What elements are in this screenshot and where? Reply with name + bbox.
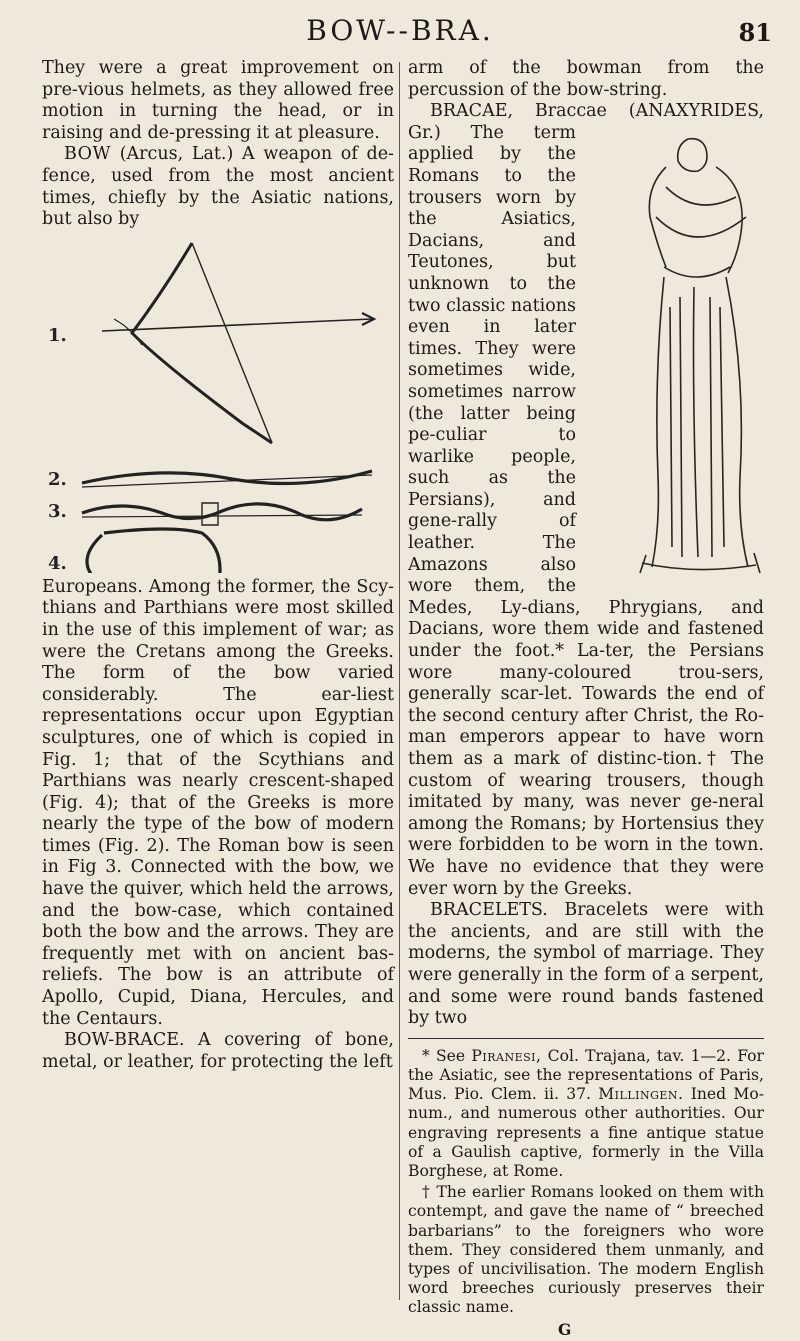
page-header: [0, 14, 800, 54]
paragraph-europeans: Europeans. Among the former, the Scy-thians and Parthians were most skilled in the use of this implement of war; as were the Cretans among the Greeks. The form of the bow varied considerably. The ear-liest representations occur upon Egyptian sculptures, one of which is copied in Fig. 1; that of the Scythians and Parthians was nearly crescent-shaped (Fig. 4); that of the Greeks is more nearly the type of the bow of modern times (Fig. 2). The Roman bow is seen in Fig 3. Connected with the bow, we have the quiver, which held the arrows, and the bow-case, which contained both the bow and the arrows. They are frequently met with on ancient bas-reliefs. The bow is an attribute of Apollo, Cupid, Diana, Hercules, and the Centaurs.: [42, 576, 394, 1029]
paragraph-bracelets: [408, 900, 764, 1030]
bow-types-engraving: [42, 233, 394, 573]
page-number: 81: [738, 18, 772, 47]
footnote-1-millingen: Millingen.: [598, 1085, 684, 1104]
fig-label-3: 3.: [48, 500, 67, 522]
footnote-1-lead: * See: [422, 1046, 466, 1065]
fig-label-1: 1.: [48, 324, 67, 346]
footnote-1: [408, 1047, 764, 1181]
entry-etymology-bow: (Arcus, Lat.): [119, 144, 234, 165]
entry-head-bow-brace: BOW-BRACE.: [64, 1030, 185, 1051]
column-divider: [399, 62, 400, 1300]
footnote-1-piranesi: Piranesi,: [471, 1046, 542, 1065]
footnotes: [408, 1038, 764, 1339]
fig-label-2: 2.: [48, 468, 67, 490]
footnote-1-body-b: Ined Mo-num., and numerous other authorities. Our engraving represents a fine antique statue of a Gaulish captive, formerly in the Villa Borghese, at Rome.: [408, 1085, 764, 1180]
running-head: BOW--BRA.: [306, 14, 494, 47]
gaulish-captive-engraving: [606, 127, 786, 582]
entry-text-bow: A weapon of de-fence, used from the most ancient times, chiefly by the Asiatic nations, but also by: [42, 144, 394, 230]
signature-mark: G: [558, 1319, 572, 1339]
right-column: [408, 58, 764, 1341]
footnote-2: † The earlier Romans looked on them with contempt, and gave the name of “ breeched barbarians” to the foreigners who wore them. They considered them unmanly, and types of uncivilisation. The modern English word breeches curiously preserves their classic name.: [408, 1183, 764, 1317]
bow-figures-illustration: [42, 233, 394, 573]
entry-text-bow-brace: A covering of bone, metal, or leather, for protecting the left: [42, 1030, 394, 1072]
entry-etymology-bracae: (ANAXYRIDES, Gr.): [408, 101, 764, 143]
captive-statue-illustration: [584, 127, 764, 582]
paragraph-bow-brace: [42, 1030, 394, 1073]
entry-text-bracelets: Bracelets were with the ancients, and are still with the moderns, the symbol of marriage. They were generally in the form of a serpent, and some were round bands fastened by two: [408, 900, 764, 1029]
fig-label-4: 4.: [48, 552, 67, 573]
entry-head-bracae: BRACAE, Braccae: [430, 101, 607, 122]
entry-head-bracelets: BRACELETS.: [430, 900, 548, 921]
entry-head-bow: BOW: [64, 144, 112, 165]
paragraph-bracae: [408, 101, 764, 900]
left-column: [42, 58, 394, 1073]
entry-text-bracae: The term applied by the Romans to the trousers worn by the Asiatics, Dacians, and Teutones, but unknown to the two classic nations even in later times. They were sometimes wide, sometimes narrow (the latter being pe-culiar to warlike people, such as the Persians), and gene-rally of leather. The Amazons also wore them, the Medes, Ly-dians, Phrygians, and Dacians, wore them wide and fastened under the foot.* La-ter, the Persians wore many-coloured trou-sers, generally scar-let. Towards the end of the second century after Christ, the Ro-man emperors appear to have worn them as a mark of distinc-tion.† The custom of wearing trousers, though imitated by many, was never ge-neral among the Romans; by Hortensius they were forbidden to be worn in the town. We have no evidence that they were ever worn by the Greeks.: [408, 122, 764, 899]
footnote-1-body-a: Col. Trajana, tav. 1—2. For the Asiatic, see the representations of Paris, Mus. Pio. Clem. ii. 37.: [408, 1046, 764, 1104]
paragraph-helmets: They were a great improvement on pre-vious helmets, as they allowed free motion in turning the head, or in raising and de-pressing it at pleasure.: [42, 58, 394, 143]
paragraph-bow: [42, 144, 394, 230]
paragraph-bowstring: arm of the bowman from the percussion of the bow-string.: [408, 58, 764, 100]
